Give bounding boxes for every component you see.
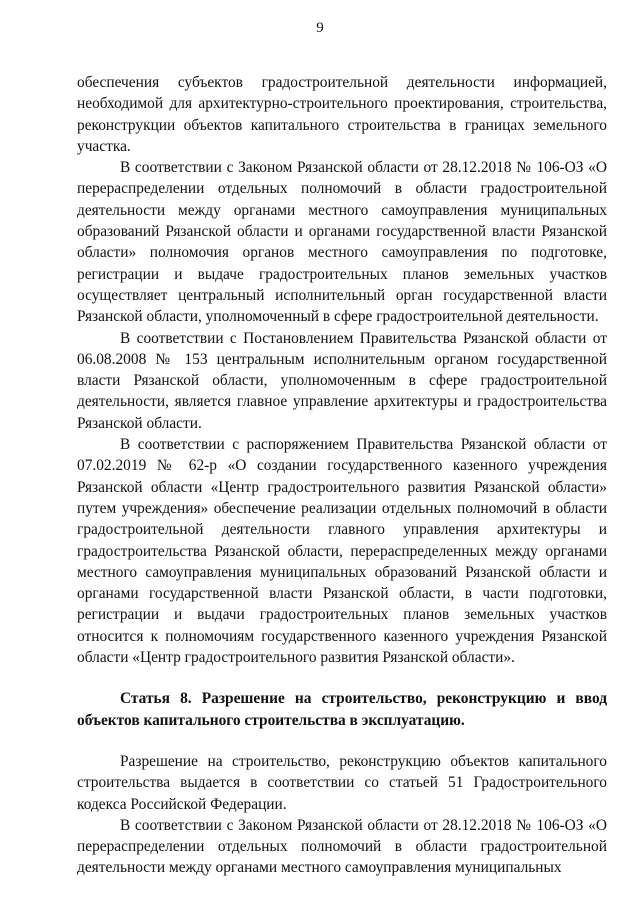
paragraph-resolution-153: В соответствии с Постановлением Правительства Рязанской области от 06.08.2008 № 153 центральным исполнительным органом государственной власти Рязанской области, уполномоченным в сфере градостроительной деятельности, является главное управление архитектуры и градостроительства Рязанской области. [77, 329, 607, 432]
paragraph-order-62r: В соответствии с распоряжением Правительства Рязанской области от 07.02.2019 № 62-р «О создании государственного казенного учреждения Рязанской области «Центр градостроительного развития Рязанской области» путем учреждения» обеспечение реализации отдельных полномочий в области градостроительной деятельности главного управления архитектуры и градостроительства Рязанской области, перераспределенных между органами местного самоуправления муниципальных образований Рязанской области и органами государственной власти Рязанской области, в части подготовки, регистрации и выдачи градостроительных планов земельных участков относится к полномочиям государственного казенного учреждения Рязанской области «Центр градостроительного развития Рязанской области». [77, 436, 607, 667]
document-body [77, 72, 607, 879]
paragraph-law-106-oz: В соответствии с Законом Рязанской области от 28.12.2018 № 106-ОЗ «О перераспределении отдельных полномочий в области градостроительной деятельности между органами местного самоуправления муниципальных образований Рязанской области и органами государственной власти Рязанской области» полномочия органов местного самоуправления по подготовке, регистрации и выдаче градостроительных планов земельных участков осуществляет центральный исполнительный орган государственной власти Рязанской области, уполномоченный в сфере градостроительной деятельности. [77, 159, 607, 326]
article-8-heading: Статья 8. Разрешение на строительство, реконструкцию и ввод объектов капитального строительства в эксплуатацию. [77, 690, 607, 729]
paragraph-building-permit: Разрешение на строительство, реконструкцию объектов капитального строительства выдается в соответствии со статьей 51 Градостроительного кодекса Российской Федерации. [77, 752, 607, 813]
paragraph-law-106-oz-repeat: В соответствии с Законом Рязанской области от 28.12.2018 № 106-ОЗ «О перераспределении отдельных полномочий в области градостроительной деятельности между органами местного самоуправления муниципальных [77, 816, 607, 877]
page-number: 9 [316, 20, 324, 36]
paragraph-continued: обеспечения субъектов градостроительной деятельности информацией, необходимой для архитектурно-строительного проектирования, строительства, реконструкции объектов капитального строительства в границах земельного участка. [77, 74, 607, 155]
